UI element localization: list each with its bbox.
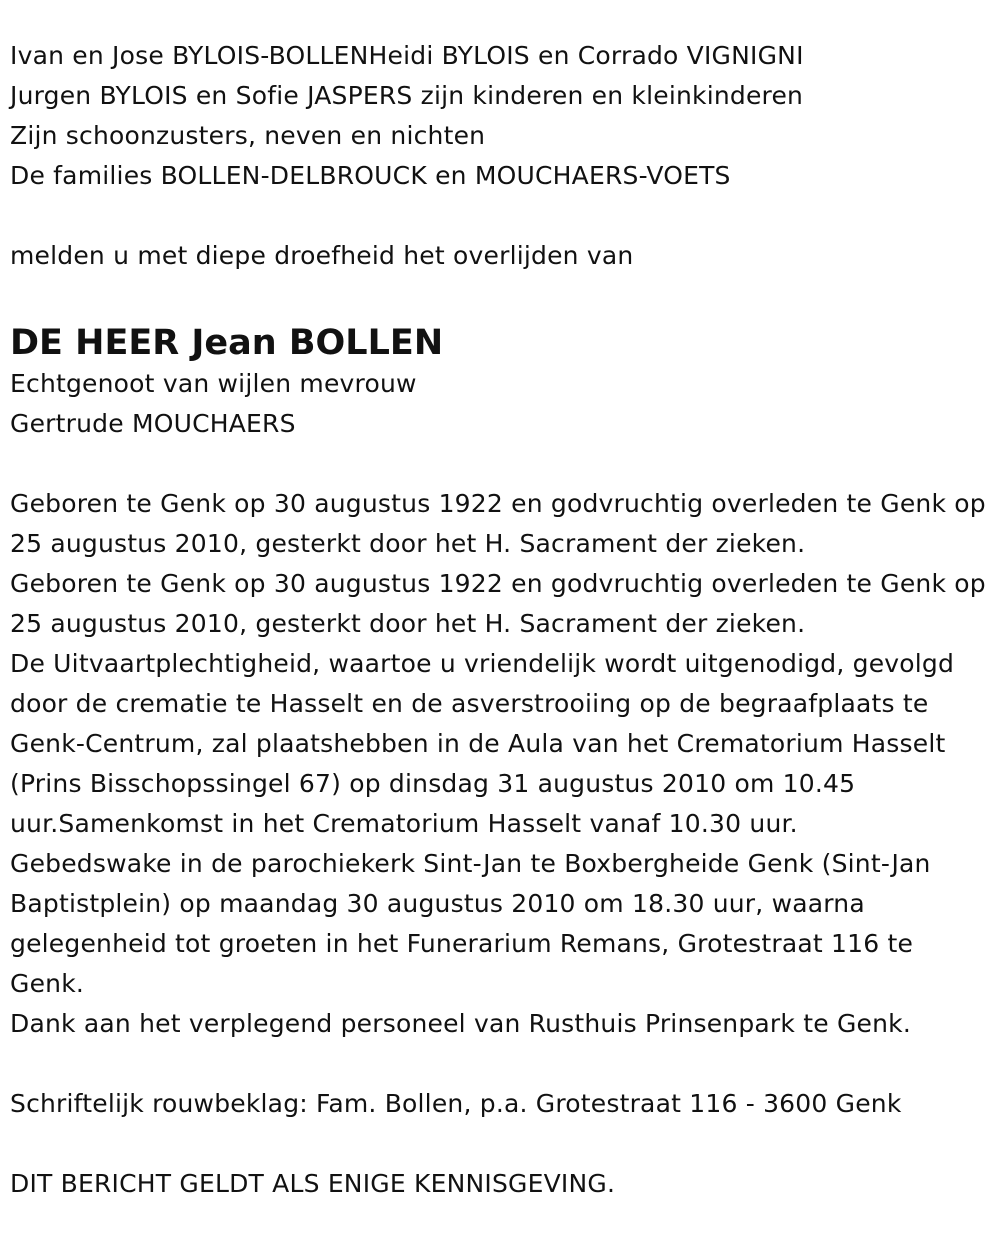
- deceased-name: DE HEER Jean BOLLEN: [10, 323, 444, 363]
- spacer: [10, 1124, 990, 1164]
- funeral-paragraph: De Uitvaartplechtigheid, waartoe u vriendelijk wordt uitgenodigd, gevolgd door de crematie te Hasselt en de asverstrooiing op de begraafplaats te Genk-Centrum, zal plaatshebben in de Aula van het Crematorium Hasselt (Prins Bisschopssingel 67) op dinsdag 31 augustus 2010 om 10.45 uur.Samenkomst in het Crematorium Hasselt vanaf 10.30 uur.: [10, 649, 955, 838]
- spacer: [10, 444, 990, 484]
- birth-death-paragraph-repeat: Geboren te Genk op 30 augustus 1922 en godvruchtig overleden te Genk op 25 augustus 2010, gesterkt door het H. Sacrament der zieken.: [10, 569, 986, 638]
- spacer: [10, 276, 990, 316]
- condolences-address: Schriftelijk rouwbeklag: Fam. Bollen, p.a. Grotestraat 116 - 3600 Genk: [10, 1089, 902, 1118]
- family-line-2: Jurgen BYLOIS en Sofie JASPERS zijn kinderen en kleinkinderen: [10, 81, 804, 110]
- spouse-line-2: Gertrude MOUCHAERS: [10, 409, 296, 438]
- notice-text: DIT BERICHT GELDT ALS ENIGE KENNISGEVING.: [10, 1169, 616, 1198]
- spacer: [10, 1044, 990, 1084]
- spouse-line-1: Echtgenoot van wijlen mevrouw: [10, 369, 417, 398]
- vigil-paragraph: Gebedswake in de parochiekerk Sint-Jan te Boxbergheide Genk (Sint-Jan Baptistplein) op maandag 30 augustus 2010 om 18.30 uur, waarna gelegenheid tot groeten in het Funerarium Remans, Grotestraat 116 te Genk.: [10, 849, 931, 998]
- birth-death-paragraph: Geboren te Genk op 30 augustus 1922 en godvruchtig overleden te Genk op 25 augustus 2010, gesterkt door het H. Sacrament der zieken.: [10, 489, 986, 558]
- announcement-text: melden u met diepe droefheid het overlijden van: [10, 241, 634, 270]
- thanks-paragraph: Dank aan het verplegend personeel van Rusthuis Prinsenpark te Genk.: [10, 1009, 911, 1038]
- spacer: [10, 196, 990, 236]
- family-line-3: Zijn schoonzusters, neven en nichten: [10, 121, 486, 150]
- family-line-1: Ivan en Jose BYLOIS-BOLLENHeidi BYLOIS en Corrado VIGNIGNI: [10, 41, 804, 70]
- family-line-4: De families BOLLEN-DELBROUCK en MOUCHAERS-VOETS: [10, 161, 731, 190]
